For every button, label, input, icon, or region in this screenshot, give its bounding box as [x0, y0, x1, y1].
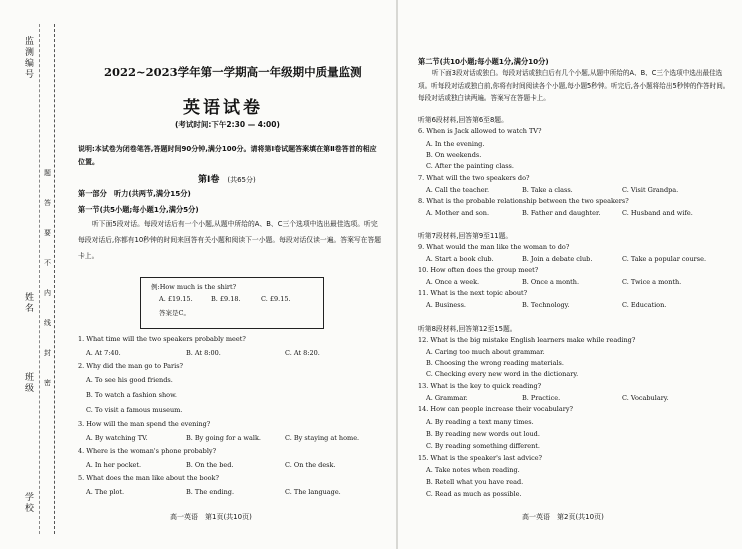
example-option-a: A. £19.15.: [159, 295, 193, 303]
question-4: 4. Where is the woman's phone probably?: [78, 447, 217, 455]
section-heading: 第一节(共5小题;每小题1分,满分5分): [78, 205, 199, 214]
option-b: B. Practice.: [522, 394, 561, 402]
option-b: B. Choosing the wrong reading materials.: [426, 359, 564, 367]
option-c: C. Read as much as possible.: [426, 490, 522, 498]
option-b: B. By going for a walk.: [186, 434, 261, 442]
seal-char: 线: [44, 319, 51, 327]
question-11: 11. What is the next topic about?: [418, 289, 528, 297]
option-c: C. On the desk.: [285, 461, 336, 469]
seal-char: 答: [44, 199, 51, 207]
option-b: B. Technology.: [522, 301, 570, 309]
option-c: C. At 8:20.: [285, 349, 320, 357]
exam-time: (考试时间:下午2:30 — 4:00): [175, 120, 280, 129]
option-b: B. Take a class.: [522, 186, 573, 194]
exam-title: 2022~2023学年第一学期高一年级期中质量监测: [104, 65, 362, 79]
option-c: C. Visit Grandpa.: [622, 186, 679, 194]
binding-strip: [0, 0, 58, 549]
option-b: B. Once a month.: [522, 278, 580, 286]
question-1: 1. What time will the two speakers probably meet?: [78, 335, 246, 343]
option-b: B. On weekends.: [426, 151, 482, 159]
question-5: 5. What does the man like about the book?: [78, 474, 219, 482]
binding-seal-line: [54, 24, 56, 534]
page-footer: 高一英语 第2页(共10页): [522, 513, 604, 521]
option-a: A. By watching TV.: [86, 434, 148, 442]
option-a: A. In the evening.: [426, 140, 485, 148]
option-b: B. Join a debate club.: [522, 255, 593, 263]
section-directions: 听下面3段对话或独白。每段对话或独白后有几个小题,从题中所给的A、B、C三个选项中选出最佳选项。听每段对话或独白前,你将有时间阅读各个小题,每小题5秒钟。听完后,各小题将给出5秒钟的作答时间。每段对话或独白读两遍。答案写在答题卡上。: [418, 69, 730, 102]
seal-char: 内: [44, 289, 51, 297]
seal-char: 密: [44, 379, 51, 387]
option-c: C. By reading something different.: [426, 442, 540, 450]
option-b: B. Retell what you have read.: [426, 478, 524, 486]
part-heading: 第一部分 听力(共两节,满分15分): [78, 189, 191, 198]
option-a: A. Call the teacher.: [426, 186, 490, 194]
section-directions: 听下面5段对话。每段对话后有一个小题,从题中所给的A、B、C三个选项中选出最佳选项。听完每段对话后,你都有10秒钟的时间来回答有关小题和阅读下一小题。每段对话仅读一遍。答案写在答题卡上。: [78, 220, 382, 260]
question-3: 3. How will the man spend the evening?: [78, 420, 211, 428]
example-question: 例:How much is the shirt?: [151, 283, 237, 291]
seal-char: 要: [44, 229, 51, 237]
binding-label-class: 班级: [23, 372, 33, 394]
option-a: A. By reading a text many times.: [426, 418, 534, 426]
example-option-b: B. £9.18.: [211, 295, 241, 303]
question-9: 9. What would the man like the woman to do?: [418, 243, 570, 251]
option-c: C. Twice a month.: [622, 278, 682, 286]
page-footer: 高一英语 第1页(共10页): [170, 513, 252, 521]
listening-group-label: 听第7段材料,回答第9至11题。: [418, 232, 513, 240]
exam-instructions: 说明:本试卷为闭卷笔答,答题时间90分钟,满分100分。请将第Ⅰ卷试题答案填在第Ⅱ卷答首的相应位置。: [78, 145, 377, 166]
option-c: C. To visit a famous museum.: [86, 406, 183, 414]
seal-char: 不: [44, 259, 51, 267]
option-c: C. Vocabulary.: [622, 394, 669, 402]
binding-label-school: 学校: [23, 492, 33, 514]
question-8: 8. What is the probable relationship between the two speakers?: [418, 197, 629, 205]
option-a: A. The plot.: [86, 488, 125, 496]
listening-group-label: 听第6段材料,回答第6至8题。: [418, 116, 508, 124]
volume-heading: [198, 172, 256, 185]
binding-label-number: 监测编号: [23, 36, 33, 80]
option-b: B. To watch a fashion show.: [86, 391, 177, 399]
question-14: 14. How can people increase their vocabulary?: [418, 405, 574, 413]
question-6: 6. When is Jack allowed to watch TV?: [418, 127, 542, 135]
question-7: 7. What will the two speakers do?: [418, 174, 530, 182]
seal-char: 题: [44, 169, 51, 177]
option-a: A. In her pocket.: [86, 461, 142, 469]
option-b: B. The ending.: [186, 488, 235, 496]
option-c: C. Education.: [622, 301, 667, 309]
option-a: A. Start a book club.: [426, 255, 494, 263]
option-c: C. After the painting class.: [426, 162, 514, 170]
question-15: 15. What is the speaker's last advice?: [418, 454, 543, 462]
option-c: C. Take a popular course.: [622, 255, 707, 263]
example-box: [140, 277, 324, 329]
option-a: A. Once a week.: [426, 278, 480, 286]
option-a: A. Grammar.: [426, 394, 468, 402]
option-a: A. At 7:40.: [86, 349, 121, 357]
section-heading: 第二节(共10小题;每小题1分,满分10分): [418, 57, 549, 66]
option-a: A. Business.: [426, 301, 466, 309]
exam-subject: 英语试卷: [183, 98, 263, 118]
binding-line-outer: [39, 24, 41, 534]
option-c: C. By staying at home.: [285, 434, 360, 442]
seal-char: 封: [44, 349, 51, 357]
option-a: A. Caring too much about grammar.: [426, 348, 545, 356]
option-b: B. At 8:00.: [186, 349, 221, 357]
example-answer: 答案是C。: [159, 309, 190, 317]
binding-label-name: 姓名: [23, 292, 33, 314]
option-a: A. Take notes when reading.: [426, 466, 520, 474]
question-13: 13. What is the key to quick reading?: [418, 382, 542, 390]
listening-group-label: 听第8段材料,回答第12至15题。: [418, 325, 517, 333]
option-b: B. Father and daughter.: [522, 209, 601, 217]
option-c: C. Checking every new word in the dictionary.: [426, 370, 579, 378]
exam-page-2: [398, 0, 742, 549]
example-option-c: C. £9.15.: [261, 295, 291, 303]
question-12: 12. What is the big mistake English learners make while reading?: [418, 336, 636, 344]
option-a: A. To see his good friends.: [86, 376, 173, 384]
option-a: A. Mother and son.: [426, 209, 490, 217]
option-c: C. Husband and wife.: [622, 209, 693, 217]
question-10: 10. How often does the group meet?: [418, 266, 539, 274]
volume-score: (共65分): [227, 176, 256, 184]
volume-label: 第Ⅰ卷: [198, 175, 220, 185]
option-c: C. The language.: [285, 488, 341, 496]
question-2: 2. Why did the man go to Paris?: [78, 362, 184, 370]
option-b: B. By reading new words out loud.: [426, 430, 540, 438]
option-b: B. On the bed.: [186, 461, 234, 469]
